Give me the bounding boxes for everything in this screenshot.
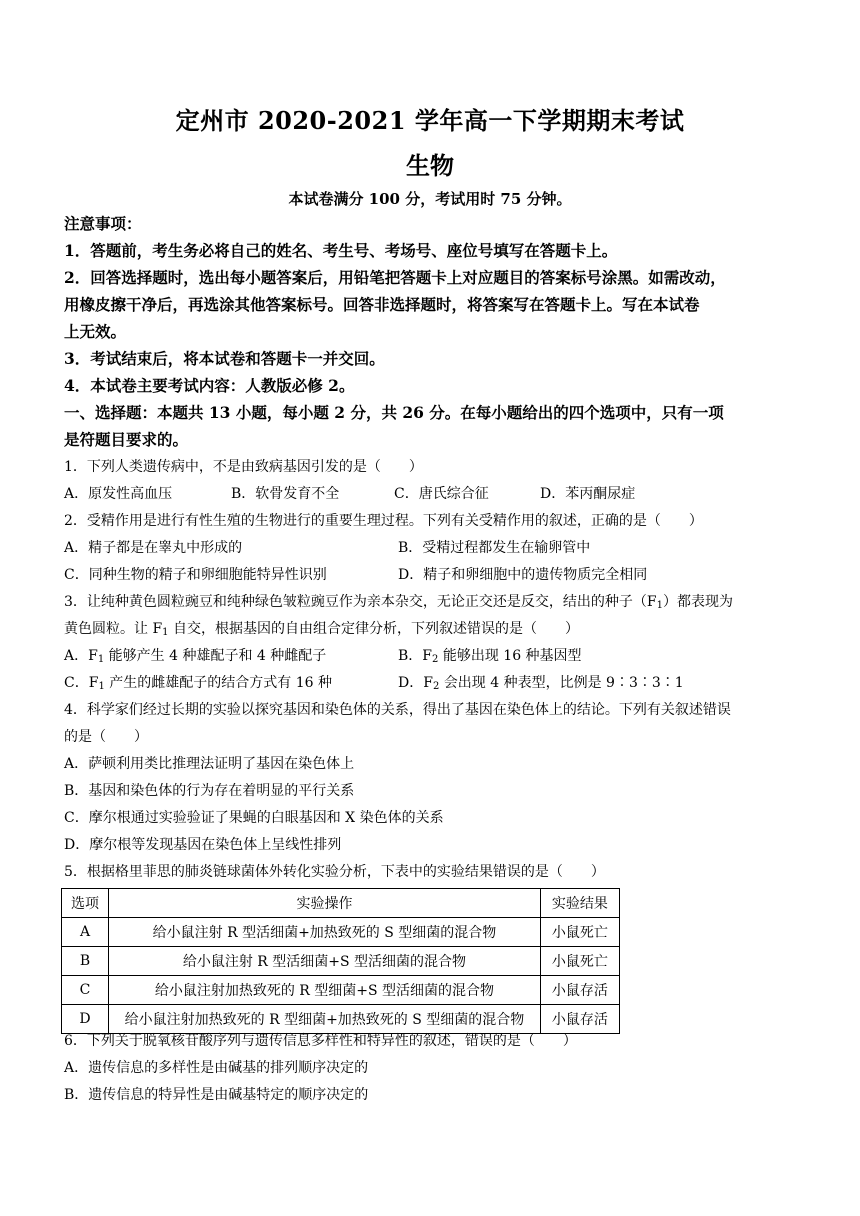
table-row: [62, 918, 620, 947]
q1-option-b: B．软骨发育不全: [231, 486, 340, 502]
table-cell-result: 小鼠存活: [540, 976, 619, 1005]
table-row: [62, 947, 620, 976]
note-2-line-2: 用橡皮擦干净后，再选涂其他答案标号。回答非选择题时，将答案写在答题卡上。写在本试卷: [64, 295, 700, 314]
table-cell-operation: 给小鼠注射加热致死的 R 型细菌+加热致死的 S 型细菌的混合物: [109, 1005, 541, 1034]
table-cell-operation: 给小鼠注射 R 型活细菌+S 型活细菌的混合物: [109, 947, 541, 976]
notes-heading: 注意事项：: [64, 214, 142, 233]
q4-stem-line-2: 的是（ ）: [64, 729, 148, 745]
table-cell-operation: 给小鼠注射 R 型活细菌+加热致死的 S 型细菌的混合物: [109, 918, 541, 947]
table-header-row: [62, 889, 620, 918]
table-cell-option: A: [62, 918, 109, 947]
exam-title: 定州市 2020-2021 学年高一下学期期末考试: [175, 106, 685, 135]
q5-stem: 5．根据格里菲思的肺炎链球菌体外转化实验分析，下表中的实验结果错误的是（ ）: [64, 864, 605, 880]
q3-option-c: C．$F_1$ 产生的雌雄配子的结合方式有 16 种: [64, 675, 332, 692]
section-1-line-2: 是符题目要求的。: [64, 430, 189, 449]
table-row: [62, 976, 620, 1005]
q1-stem: 1．下列人类遗传病中，不是由致病基因引发的是（ ）: [64, 459, 423, 475]
q2-stem: 2．受精作用是进行有性生殖的生物进行的重要生理过程。下列有关受精作用的叙述，正确的是（ ）: [64, 513, 703, 529]
q1-option-d: D．苯丙酮尿症: [540, 486, 636, 502]
table-cell-operation: 给小鼠注射加热致死的 R 型细菌+S 型活细菌的混合物: [109, 976, 541, 1005]
table-cell-option: D: [62, 1005, 109, 1034]
table-row: [62, 1005, 620, 1034]
table-cell-option: C: [62, 976, 109, 1005]
q3-option-d: D．$F_2$ 会出现 4 种表型，比例是 9∶3∶3∶1: [398, 675, 684, 692]
q4-option-c: C．摩尔根通过实验验证了果蝇的白眼基因和 X 染色体的关系: [64, 810, 444, 826]
q2-option-b: B．受精过程都发生在输卵管中: [398, 540, 591, 556]
q1-option-a: A．原发性高血压: [64, 486, 173, 502]
q2-option-c: C．同种生物的精子和卵细胞能特异性识别: [64, 567, 327, 583]
exam-subject: 生物: [406, 151, 454, 180]
q5-experiment-table: [61, 888, 620, 1034]
q6-option-a: A．遗传信息的多样性是由碱基的排列顺序决定的: [64, 1060, 369, 1076]
table-header-result: 实验结果: [540, 889, 619, 918]
q3-stem-line-1: 3．让纯种黄色圆粒豌豆和纯种绿色皱粒豌豆作为亲本杂交，无论正交还是反交，结出的种子$(F_1)$都表现为: [64, 594, 733, 611]
q4-option-d: D．摩尔根等发现基因在染色体上呈线性排列: [64, 837, 342, 853]
q6-stem: 6．下列关于脱氧核苷酸序列与遗传信息多样性和特异性的叙述，错误的是（ ）: [64, 1033, 577, 1049]
section-1-line-1: 一、选择题：本题共 13 小题，每小题 2 分，共 26 分。在每小题给出的四个选项中，只有一项: [64, 403, 724, 422]
q6-option-b: B．遗传信息的特异性是由碱基特定的顺序决定的: [64, 1087, 369, 1103]
table-header-operation: 实验操作: [109, 889, 541, 918]
table-cell-option: B: [62, 947, 109, 976]
exam-meta: 本试卷满分 100 分，考试用时 75 分钟。: [288, 190, 572, 208]
note-1: 1．答题前，考生务必将自己的姓名、考生号、考场号、座位号填写在答题卡上。: [64, 241, 618, 260]
q1-option-c: C．唐氏综合征: [394, 486, 489, 502]
note-2-line-3: 上无效。: [64, 322, 127, 341]
table-header-option: 选项: [62, 889, 109, 918]
q4-option-b: B．基因和染色体的行为存在着明显的平行关系: [64, 783, 355, 799]
q2-option-a: A．精子都是在睾丸中形成的: [64, 540, 243, 556]
q3-option-b: B．$F_2$ 能够出现 16 种基因型: [398, 648, 582, 665]
q2-option-d: D．精子和卵细胞中的遗传物质完全相同: [398, 567, 648, 583]
table-cell-result: 小鼠存活: [540, 1005, 619, 1034]
q4-option-a: A．萨顿利用类比推理法证明了基因在染色体上: [64, 756, 355, 772]
note-2-line-1: 2．回答选择题时，选出每小题答案后，用铅笔把答题卡上对应题目的答案标号涂黑。如需改动，: [64, 268, 726, 287]
table-cell-result: 小鼠死亡: [540, 918, 619, 947]
q3-stem-line-2: 黄色圆粒。让 $F_1$ 自交，根据基因的自由组合定律分析，下列叙述错误的是（ ）: [64, 621, 579, 638]
q3-option-a: A．$F_1$ 能够产生 4 种雄配子和 4 种雌配子: [64, 648, 327, 665]
q4-stem-line-1: 4．科学家们经过长期的实验以探究基因和染色体的关系，得出了基因在染色体上的结论。下列有关叙述错误: [64, 702, 731, 718]
note-3: 3．考试结束后，将本试卷和答题卡一并交回。: [64, 349, 385, 368]
note-4: 4．本试卷主要考试内容：人教版必修 2。: [64, 376, 355, 395]
table-cell-result: 小鼠死亡: [540, 947, 619, 976]
